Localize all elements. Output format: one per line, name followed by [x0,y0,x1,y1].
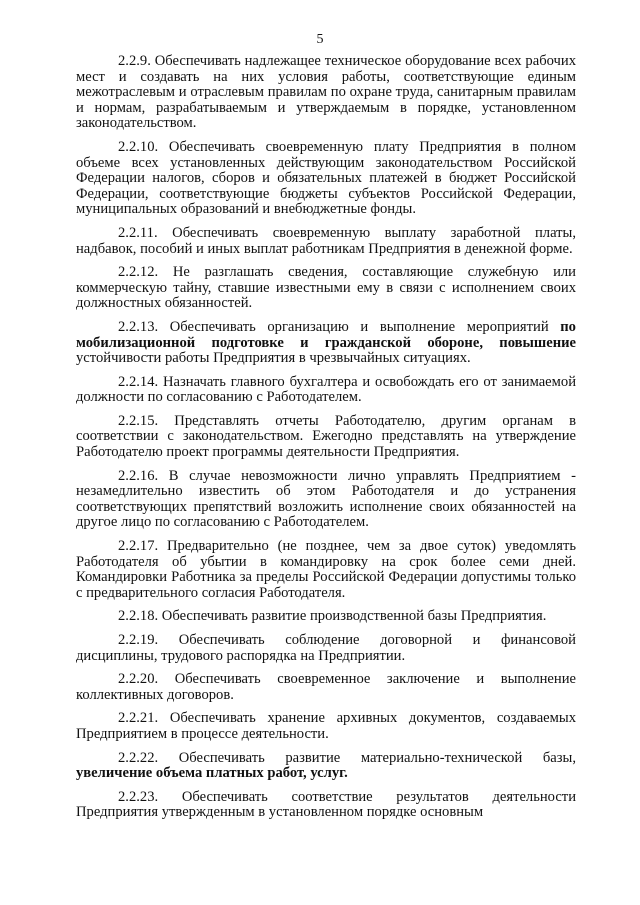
clause-2-2-18 [76,609,576,625]
clause-text: Не разглашать сведения, составляющие служебную или коммерческую тайну, ставшие известными ему в связи с исполнением своих должностных обязанностей. [76,264,576,312]
clause-text: Назначать главного бухгалтера и освобождать его от занимаемой должности по согласованию с Работодателем. [76,373,576,406]
clause-2-2-15 [76,414,576,461]
clause-2-2-16 [76,469,576,531]
clause-number: 2.2.22. [118,749,159,766]
clause-text: Обеспечивать хранение архивных документов, создаваемых Предприятием в процессе деятельности. [76,710,576,742]
clause-text: Обеспечивать соответствие результатов деятельности Предприятия утвержденным в установленном порядке основным [76,788,576,821]
clause-2-2-12 [76,265,576,312]
clause-text: Обеспечивать своевременную плату Предприятия в полном объеме всех установленных действующим законодательством Российской Федерации налогов, сборов и обязательных платежей в бюджет Российской Федерации, соответствующие бюджеты субъектов Российской Федерации, муниципальных образований и внебюджетные фонды. [76,138,576,218]
clause-text-bold: по мобилизационной подготовке и гражданской обороне, повышение [76,318,576,351]
clause-number: 2.2.16. [118,467,159,484]
clause-text: Обеспечивать надлежащее техническое оборудование всех рабочих мест и создавать на них условия работы, соответствующие единым межотраслевым и отраслевым правилам по охране труда, санитарным правилам и нормам, разрабатываемым и утверждаемым в порядке, установленном законодательством. [76,53,576,132]
clause-text: Обеспечивать развитие производственной базы Предприятия. [161,608,547,625]
clause-2-2-21 [76,711,576,742]
clause-number: 2.2.21. [118,710,159,727]
clause-text: Обеспечивать развитие материально-технической базы, [178,749,576,766]
document-body [76,54,576,829]
clause-text: Предварительно (не позднее, чем за двое суток) уведомлять Работодателя об убытии в командировку на срок более семи дней. Командировки Работника за пределы Российской Федерации допустимы только с предварительного согласия Работодателя. [76,538,576,601]
clause-text: Обеспечивать своевременное заключение и выполнение коллективных договоров. [76,671,576,703]
clause-number: 2.2.19. [118,632,159,648]
clause-number: 2.2.18. [118,608,159,625]
clause-2-2-13 [76,320,576,367]
clause-number: 2.2.13. [118,318,159,335]
clause-2-2-20 [76,672,576,703]
clause-2-2-11 [76,226,576,257]
clause-number: 2.2.10. [118,138,159,155]
page-number: 5 [316,32,324,47]
clause-number: 2.2.11. [118,224,158,241]
clause-text-bold: увеличение объема платных работ, услуг. [76,765,348,782]
clause-number: 2.2.15. [118,412,159,429]
clause-2-2-9 [76,54,576,132]
clause-2-2-10 [76,140,576,218]
clause-text: Обеспечивать соблюдение договорной и финансовой дисциплины, трудового распорядка на Предприятии. [76,632,576,664]
clause-text: Обеспечивать организацию и выполнение мероприятий [169,318,549,335]
clause-number: 2.2.23. [118,788,159,805]
clause-number: 2.2.14. [118,373,159,390]
clause-2-2-14 [76,375,576,406]
clause-2-2-23 [76,790,576,821]
clause-text: В случае невозможности лично управлять Предприятием - незамедлительно известить об этом Работодателя и до устранения соответствующих препятствий возложить исполнение своих обязанностей на другое лицо по согласованию с Работодателем. [76,467,576,531]
clause-text-after: устойчивости работы Предприятия в чрезвычайных ситуациях. [76,350,471,367]
clause-2-2-22 [76,751,576,782]
clause-number: 2.2.9. [118,53,151,69]
clause-text: Обеспечивать своевременную выплату заработной платы, надбавок, пособий и иных выплат работникам Предприятия в денежной форме. [76,224,576,257]
clause-number: 2.2.12. [118,264,159,281]
clause-2-2-17 [76,539,576,601]
clause-number: 2.2.20. [118,671,159,688]
clause-number: 2.2.17. [118,538,159,555]
clause-2-2-19 [76,633,576,664]
clause-text: Представлять отчеты Работодателю, другим органам в соответствии с законодательством. Ежегодно представлять на утверждение Работодателю проект программы деятельности Предприятия. [76,412,577,461]
